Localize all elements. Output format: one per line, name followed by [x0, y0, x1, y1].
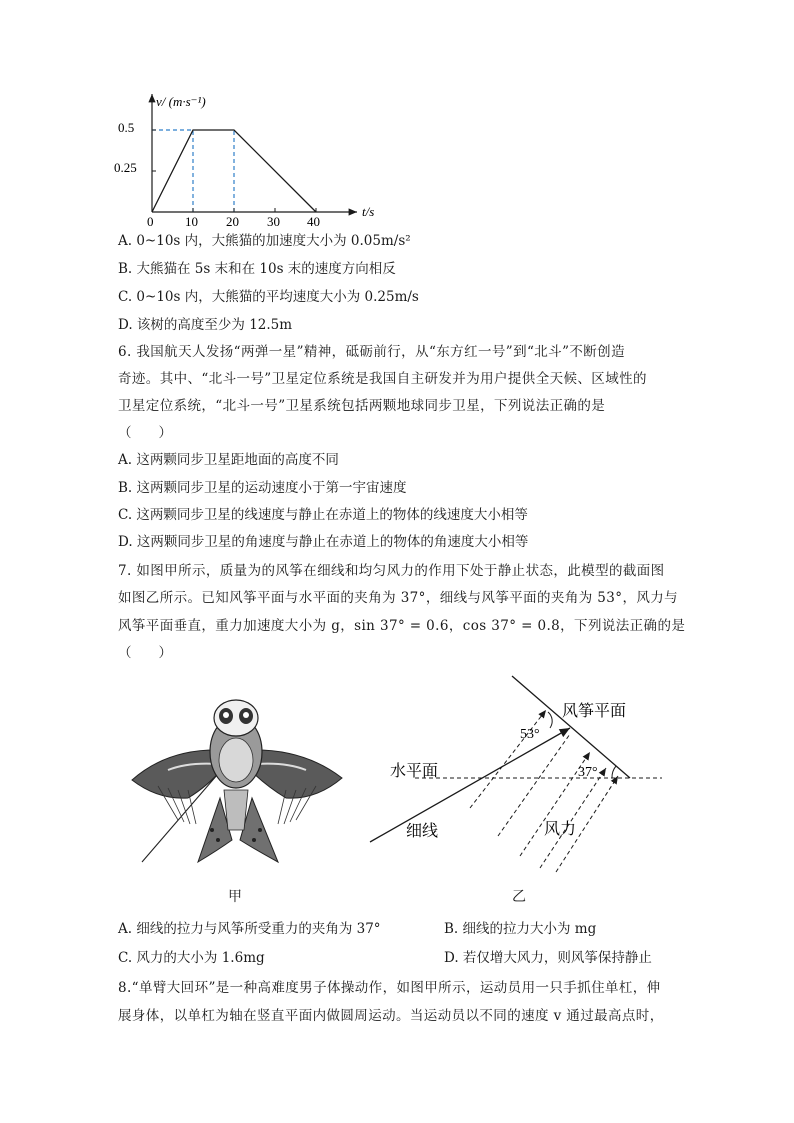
q5-option-c: C. 0~10s 内，大熊猫的平均速度大小为 0.25m/s — [118, 289, 419, 305]
q7-answer-bracket: （ ） — [118, 645, 172, 661]
angle-53-label: 53° — [520, 727, 540, 742]
y-axis-label: v/ (m·s⁻¹) — [156, 94, 206, 109]
q7-stem-line: 风筝平面垂直，重力加速度大小为 g，sin 37° = 0.6，cos 37° = 0.8，下列说法正确的是 — [118, 618, 686, 634]
wind-label: 风力 — [544, 821, 577, 838]
x-tick-label: 0 — [147, 214, 154, 228]
string-line — [370, 728, 570, 842]
kite-plane-label: 风筝平面 — [562, 703, 627, 720]
q5-option-a: A. 0~10s 内，大熊猫的加速度大小为 0.05m/s² — [118, 233, 411, 249]
angle-37-label: 37° — [578, 765, 598, 780]
figure-a-caption: 甲 — [228, 889, 242, 905]
wind-arrow — [470, 710, 546, 808]
angle-arc-53 — [548, 712, 552, 728]
q6-option-b: B. 这两颗同步卫星的运动速度小于第一宇宙速度 — [118, 480, 407, 496]
kite-force-diagram — [360, 668, 670, 873]
string-label: 细线 — [406, 823, 439, 840]
q7-option-d: D. 若仅增大风力，则风筝保持静止 — [444, 950, 652, 966]
y-tick-label: 0.5 — [118, 120, 135, 135]
q5-option-d: D. 该树的高度至少为 12.5m — [118, 317, 293, 333]
velocity-time-graph — [112, 88, 382, 228]
q7-stem-line: 7. 如图甲所示，质量为的风筝在细线和均匀风力的作用下处于静止状态，此模型的截面图 — [118, 563, 665, 579]
angle-arc-37 — [612, 766, 616, 778]
q6-option-c: C. 这两颗同步卫星的线速度与静止在赤道上的物体的线速度大小相等 — [118, 507, 528, 523]
q8-stem-line: 展身体，以单杠为轴在竖直平面内做圆周运动。当运动员以不同的速度 v 通过最高点时， — [118, 1008, 664, 1024]
wind-arrow — [540, 768, 606, 868]
q6-stem-line: 卫星定位系统，“北斗一号”卫星系统包括两颗地球同步卫星，下列说法正确的是 — [118, 398, 606, 414]
q7-option-c: C. 风力的大小为 1.6mg — [118, 950, 265, 966]
x-tick-label: 30 — [267, 214, 280, 228]
x-tick-label: 10 — [185, 214, 198, 228]
q7-option-b: B. 细线的拉力大小为 mg — [444, 921, 597, 937]
q6-option-d: D. 这两颗同步卫星的角速度与静止在赤道上的物体的角速度大小相等 — [118, 534, 529, 550]
q6-stem-line: 6. 我国航天人发扬“两弹一星”精神，砥砺前行，从“东方红一号”到“北斗”不断创造 — [118, 344, 625, 360]
x-axis-label: t/s — [362, 204, 375, 219]
x-tick-label: 20 — [226, 214, 239, 228]
figure-b-caption: 乙 — [512, 889, 526, 905]
q7-option-a: A. 细线的拉力与风筝所受重力的夹角为 37° — [118, 921, 381, 937]
x-tick-label: 40 — [307, 214, 320, 228]
velocity-series-line — [152, 130, 316, 212]
horizontal-label: 水平面 — [390, 763, 439, 780]
q6-answer-bracket: （ ） — [118, 425, 172, 441]
q5-option-b: B. 大熊猫在 5s 末和在 10s 末的速度方向相反 — [118, 261, 396, 277]
q8-stem-line: 8.“单臂大回环”是一种高难度男子体操动作，如图甲所示，运动员用一只手抓住单杠，伸 — [118, 980, 661, 996]
q7-stem-line: 如图乙所示。已知风筝平面与水平面的夹角为 37°，细线与风筝平面的夹角为 53°，风力与 — [118, 590, 679, 606]
kite-photo-figure — [128, 690, 348, 880]
q6-stem-line: 奇迹。其中、“北斗一号”卫星定位系统是我国自主研发并为用户提供全天候、区域性的 — [118, 371, 647, 387]
y-tick-label: 0.25 — [114, 160, 137, 175]
q6-option-a: A. 这两颗同步卫星距地面的高度不同 — [118, 452, 339, 468]
